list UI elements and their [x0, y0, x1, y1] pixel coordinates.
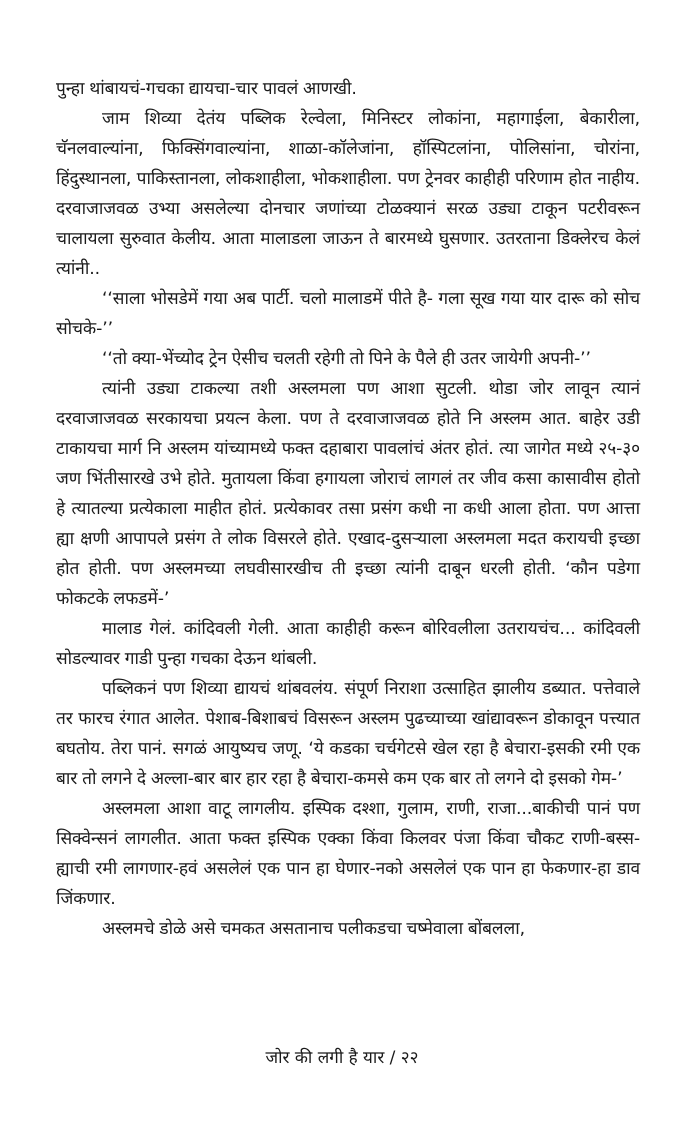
- page-footer: जोर की लगी है यार / २२: [265, 1048, 419, 1068]
- paragraph-8: अस्लमला आशा वाटू लागलीय. इस्पिक दश्शा, गुलाम, राणी, राजा...बाकीची पानं पण सिक्वेन्सनं लागलीत. आता फक्त इस्पिक एक्का किंवा किलवर पंजा किंवा चौकट राणी-बस्स-ह्याची रमी लागणार-हवं असलेलं एक पान हा घेणार-नको असलेलं एक पान हा फेकणार-हा डाव जिंकणार.: [56, 799, 640, 909]
- paragraph-7: पब्लिकनं पण शिव्या द्यायचं थांबवलंय. संपूर्ण निराशा उत्साहित झालीय डब्यात. पत्तेवाले तर फारच रंगात आलेत. पेशाब-बिशाबचं विसरून अस्लम पुढच्याच्या खांद्यावरून डोकावून पत्त्यात बघतोय. तेरा पानं. सगळं आयुष्यच जणू. ‘ये कडका चर्चगेटसे खेल रहा है बेचारा-इसकी रमी एक बार तो लगने दे अल्ला-बार बार हार रहा है बेचारा-कमसे कम एक बार तो लगने दो इसको गेम-’: [56, 679, 640, 789]
- paragraph-1: पुन्हा थांबायचं-गचका द्यायचा-चार पावलं आणखी.: [56, 79, 357, 99]
- paragraph-5: त्यांनी उड्या टाकल्या तशी अस्लमला पण आशा सुटली. थोडा जोर लावून त्यानं दरवाजाजवळ सरकायचा प्रयत्न केला. पण ते दरवाजाजवळ होते नि अस्लम आत. बाहेर उडी टाकायचा मार्ग नि अस्लम यांच्यामध्ये फक्त दहाबारा पावलांचं अंतर होतं. त्या जागेत मध्ये २५-३० जण भिंतीसारखे उभे होते. मुतायला किंवा हगायला जोराचं लागलं तर जीव कसा कासावीस होतो हे त्यातल्या प्रत्येकाला माहीत होतं. प्रत्येकावर तसा प्रसंग कधी ना कधी आला होता. पण आत्ता ह्या क्षणी आपापले प्रसंग ते लोक विसरले होते. एखाद-दुसऱ्याला अस्लमला मदत करायची इच्छा होत होती. पण अस्लमच्या लघवीसारखीच ती इच्छा त्यांनी दाबून धरली होती. ‘कौन पडेगा फोकटके लफडमें-’: [56, 379, 640, 609]
- paragraph-4: ‘‘तो क्या-भेंच्योद ट्रेन ऐसीच चलती रहेगी तो पिने के पैले ही उतर जायेगी अपनी-’’: [102, 349, 591, 369]
- paragraph-2: जाम शिव्या देतंय पब्लिक रेल्वेला, मिनिस्टर लोकांना, महागाईला, बेकारीला, चॅनलवाल्यांना, फिक्सिंगवाल्यांना, शाळा-कॉलेजांना, हॉस्पिटलांना, पोलिसांना, चोरांना, हिंदुस्थानला, पाकिस्तानला, लोकशाहीला, भोकशाहीला. पण ट्रेनवर काहीही परिणाम होत नाहीय. दरवाजाजवळ उभ्या असलेल्या दोनचार जणांच्या टोळक्यानं सरळ उड्या टाकून पटरीवरून चालायला सुरुवात केलीय. आता मालाडला जाऊन ते बारमध्ये घुसणार. उतरताना डिक्लेरच केलं त्यांनी..: [56, 109, 640, 279]
- page-body: [56, 74, 640, 944]
- paragraph-6: मालाड गेलं. कांदिवली गेली. आता काहीही करून बोरिवलीला उतरायचंच... कांदिवली सोडल्यावर गाडी पुन्हा गचका देऊन थांबली.: [56, 619, 640, 669]
- paragraph-3: ‘‘साला भोसडेमें गया अब पार्टी. चलो मालाडमें पीते है- गला सूख गया यार दारू को सोच सोचके-’’: [56, 289, 640, 339]
- paragraph-9: अस्लमचे डोळे असे चमकत असतानाच पलीकडचा चष्मेवाला बोंबलला,: [102, 919, 525, 939]
